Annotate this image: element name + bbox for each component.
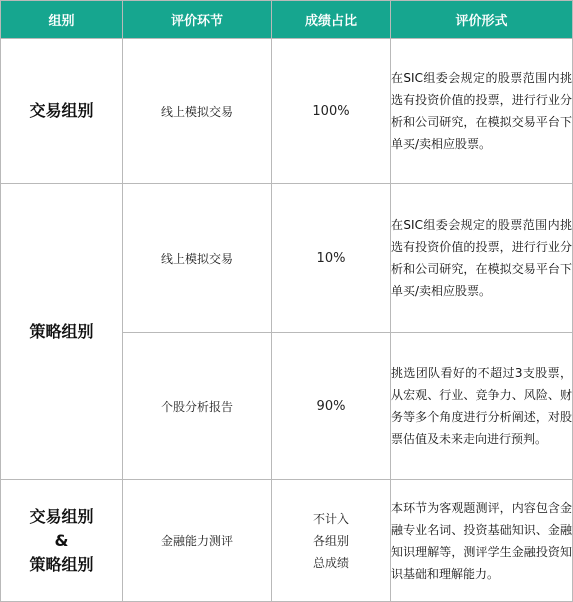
group-cell: 交易组别	[1, 39, 123, 184]
form-cell: 在SIC组委会规定的股票范围内挑选有投资价值的投票，进行行业分析和公司研究，在模拟交易平台下单买/卖相应股票。	[391, 184, 573, 333]
form-cell: 本环节为客观题测评，内容包含金融专业名词、投资基础知识、金融知识理解等，测评学生金融投资知识基础和理解能力。	[391, 480, 573, 602]
form-cell: 挑选团队看好的不超过3支股票，从宏观、行业、竞争力、风险、财务等多个角度进行分析阐述，对股票估值及未来走向进行预判。	[391, 333, 573, 480]
ratio-cell: 90%	[272, 333, 391, 480]
ratio-line: 总成绩	[312, 555, 349, 570]
stage-cell: 线上模拟交易	[123, 184, 272, 333]
group-line: 交易组别	[29, 506, 94, 526]
ratio-line: 不计入	[312, 511, 349, 526]
stage-cell: 线上模拟交易	[123, 39, 272, 184]
ratio-cell: 10%	[272, 184, 391, 333]
header-stage: 评价环节	[123, 1, 272, 39]
table-row	[1, 480, 573, 602]
stage-cell: 金融能力测评	[123, 480, 272, 602]
table-row	[1, 39, 573, 184]
header-row	[1, 1, 573, 39]
ratio-cell: 100%	[272, 39, 391, 184]
stage-cell: 个股分析报告	[123, 333, 272, 480]
form-cell: 在SIC组委会规定的股票范围内挑选有投资价值的投票，进行行业分析和公司研究，在模拟交易平台下单买/卖相应股票。	[391, 39, 573, 184]
header-ratio: 成绩占比	[272, 1, 391, 39]
table-row	[1, 184, 573, 333]
header-group: 组别	[1, 1, 123, 39]
header-form: 评价形式	[391, 1, 573, 39]
group-cell	[1, 480, 123, 602]
group-line: 策略组别	[29, 554, 94, 574]
group-cell: 策略组别	[1, 184, 123, 480]
ratio-line: 各组别	[312, 533, 349, 548]
ratio-cell	[272, 480, 391, 602]
group-line: &	[54, 530, 69, 550]
